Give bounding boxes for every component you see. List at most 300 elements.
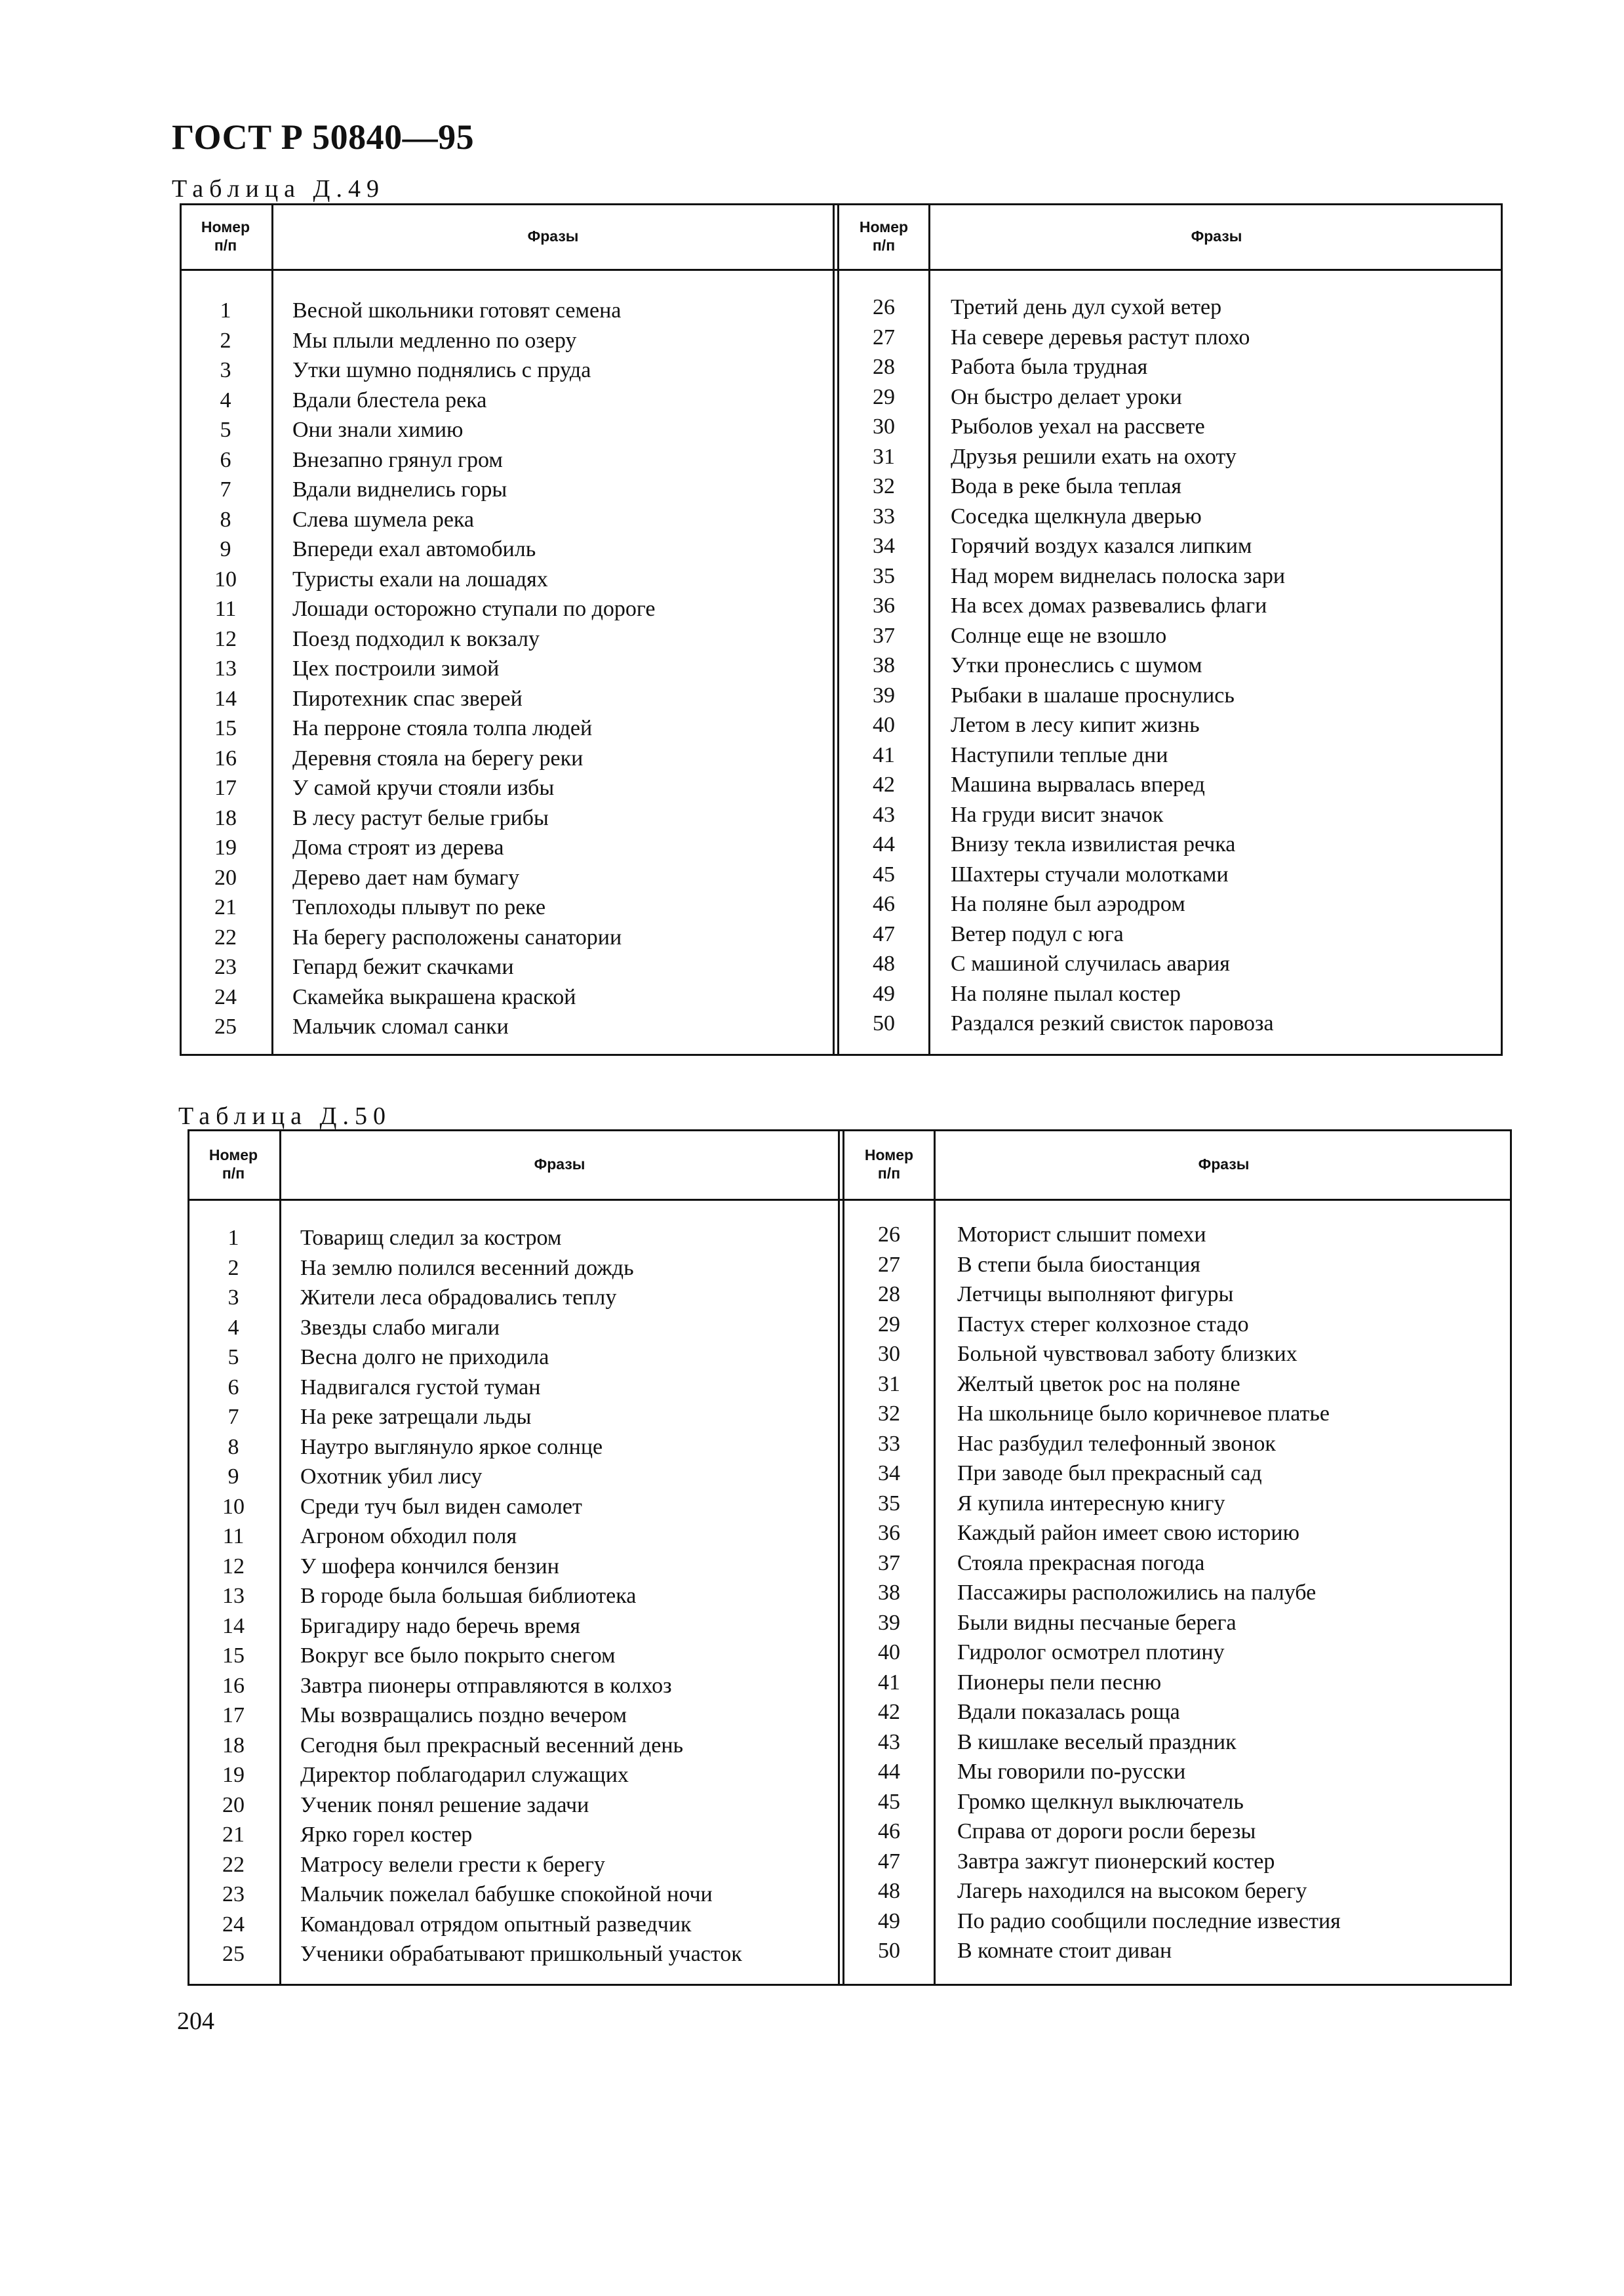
table-row	[839, 534, 1503, 563]
table-row	[839, 355, 1503, 384]
row-number: 28	[873, 355, 895, 379]
row-phrase: Скамейка выкрашена краской	[292, 985, 576, 1009]
row-phrase: Моторист слышит помехи	[957, 1222, 1206, 1247]
row-phrase: Лагерь находился на высоком берегу	[957, 1879, 1307, 1903]
row-phrase: На землю полился весенний дождь	[300, 1256, 634, 1280]
table-row	[839, 295, 1503, 325]
table-row	[844, 1849, 1512, 1879]
row-phrase: На реке затрещали льды	[300, 1405, 532, 1429]
row-number: 27	[873, 325, 895, 350]
row-phrase: Они знали химию	[292, 418, 464, 442]
row-number: 29	[878, 1312, 900, 1337]
row-number: 3	[228, 1285, 239, 1310]
table-row	[180, 716, 833, 746]
row-phrase: Работа была трудная	[951, 355, 1148, 379]
row-number: 13	[214, 656, 237, 681]
row-phrase: Дома строят из дерева	[292, 836, 504, 860]
row-phrase: Внизу текла извилистая речка	[951, 832, 1236, 856]
row-phrase: Летом в лесу кипит жизнь	[951, 713, 1200, 737]
table-row	[188, 1375, 838, 1405]
row-phrase: Внезапно грянул гром	[292, 448, 503, 472]
table-row	[839, 982, 1503, 1011]
row-phrase: Пассажиры расположились на палубе	[957, 1581, 1317, 1605]
row-phrase: Я купила интересную книгу	[957, 1491, 1225, 1516]
row-phrase: Вдали показалась роща	[957, 1700, 1180, 1724]
row-number: 38	[873, 653, 895, 677]
table-row	[844, 1939, 1512, 1968]
row-number: 39	[878, 1611, 900, 1635]
row-phrase: Больной чувствовал заботу близких	[957, 1342, 1297, 1366]
table-row	[839, 832, 1503, 862]
row-phrase: На берегу расположены санатории	[292, 925, 622, 950]
row-phrase: Ученики обрабатывают пришкольный участок	[300, 1942, 742, 1966]
row-number: 13	[222, 1584, 245, 1608]
row-phrase: На севере деревья растут плохо	[951, 325, 1250, 350]
table-row	[188, 1823, 838, 1852]
row-phrase: Цех построили зимой	[292, 656, 500, 681]
row-phrase: Мы плыли медленно по озеру	[292, 329, 577, 353]
table-row	[844, 1730, 1512, 1760]
row-phrase: Жители леса обрадовались теплу	[300, 1285, 617, 1310]
row-number: 36	[873, 594, 895, 618]
double-column-divider	[833, 203, 839, 1056]
header-separator	[180, 269, 1503, 271]
row-phrase: Над морем виднелась полоска зари	[951, 564, 1286, 588]
row-phrase: Летчицы выполняют фигуры	[957, 1282, 1234, 1306]
row-number: 4	[228, 1316, 239, 1340]
table-row	[188, 1345, 838, 1375]
row-number: 49	[878, 1909, 900, 1933]
column-header-phrases: Фразы	[534, 1156, 585, 1173]
row-phrase: Деревня стояла на берегу реки	[292, 746, 584, 771]
table-row	[844, 1551, 1512, 1581]
rows-left	[180, 298, 833, 1039]
column-header-phrases: Фразы	[527, 228, 579, 245]
row-phrase: Мальчик сломал санки	[292, 1015, 509, 1039]
table-row	[188, 1703, 838, 1733]
row-phrase: Раздался резкий свисток паровоза	[951, 1011, 1274, 1036]
table-row	[188, 1763, 838, 1792]
row-phrase: Вдали виднелись горы	[292, 477, 507, 502]
row-phrase: Рыболов уехал на рассвете	[951, 414, 1205, 439]
table-row	[839, 624, 1503, 653]
table-row	[180, 477, 833, 507]
row-number: 6	[220, 448, 231, 472]
row-number: 40	[878, 1640, 900, 1664]
row-number: 45	[878, 1790, 900, 1814]
row-number: 37	[878, 1551, 900, 1575]
row-phrase: Весна долго не приходила	[300, 1345, 549, 1369]
row-number: 37	[873, 624, 895, 648]
table-row	[188, 1853, 838, 1882]
row-phrase: Каждый район имеет свою историю	[957, 1521, 1299, 1545]
row-phrase: На груди висит значок	[951, 803, 1164, 827]
row-phrase: Ученик понял решение задачи	[300, 1793, 589, 1817]
row-phrase: В лесу растут белые грибы	[292, 806, 549, 830]
row-number: 42	[873, 773, 895, 797]
row-number: 21	[214, 895, 237, 919]
table-row	[844, 1312, 1512, 1342]
row-number: 8	[220, 508, 231, 532]
table-row	[180, 925, 833, 955]
row-phrase: Агроном обходил поля	[300, 1524, 517, 1548]
row-phrase: Желтый цветок рос на поляне	[957, 1372, 1240, 1396]
row-phrase: Охотник убил лису	[300, 1464, 483, 1489]
row-phrase: На поляне был аэродром	[951, 892, 1185, 916]
table-row	[839, 743, 1503, 773]
row-number: 32	[873, 474, 895, 498]
table-row	[188, 1882, 838, 1912]
table-row	[180, 836, 833, 865]
table-row	[180, 627, 833, 656]
table-row	[839, 385, 1503, 414]
header-separator	[188, 1199, 1512, 1201]
row-phrase: На поляне пылал костер	[951, 982, 1181, 1006]
row-phrase: На школьнице было коричневое платье	[957, 1401, 1330, 1426]
row-phrase: Соседка щелкнула дверью	[951, 504, 1202, 529]
table-row	[180, 687, 833, 716]
row-phrase: Ветер подул с юга	[951, 922, 1124, 946]
row-phrase: Мы возвращались поздно вечером	[300, 1703, 627, 1727]
row-number: 17	[222, 1703, 245, 1727]
table-row	[844, 1581, 1512, 1610]
row-number: 23	[214, 955, 237, 979]
row-number: 15	[222, 1643, 245, 1668]
row-phrase: У шофера кончился бензин	[300, 1554, 559, 1579]
row-phrase: Товарищ следил за костром	[300, 1226, 562, 1250]
row-number: 43	[873, 803, 895, 827]
table-row	[844, 1670, 1512, 1700]
table-row	[844, 1640, 1512, 1670]
table-row	[180, 388, 833, 418]
row-phrase: Пионеры пели песню	[957, 1670, 1162, 1695]
row-number: 40	[873, 713, 895, 737]
table-row	[180, 776, 833, 805]
row-number: 41	[873, 743, 895, 767]
row-number: 20	[214, 866, 237, 890]
row-phrase: В городе была большая библиотека	[300, 1584, 637, 1608]
table-row	[839, 713, 1503, 742]
row-number: 44	[878, 1760, 900, 1784]
row-phrase: Рыбаки в шалаше проснулись	[951, 683, 1235, 708]
table-row	[188, 1226, 838, 1255]
column-header-number: Номер п/п	[208, 1146, 258, 1182]
row-phrase: Были видны песчаные берега	[957, 1611, 1237, 1635]
row-number: 19	[222, 1763, 245, 1787]
table-row	[180, 985, 833, 1015]
row-number: 24	[222, 1912, 245, 1937]
row-number: 14	[222, 1614, 245, 1638]
table-row	[180, 329, 833, 358]
table-row	[188, 1464, 838, 1494]
row-number: 24	[214, 985, 237, 1009]
row-number: 14	[214, 687, 237, 711]
table-caption-d50: Таблица Д.50	[178, 1102, 391, 1130]
row-number: 22	[214, 925, 237, 950]
row-number: 16	[222, 1674, 245, 1698]
row-number: 30	[873, 414, 895, 439]
row-phrase: Надвигался густой туман	[300, 1375, 541, 1400]
table-row	[839, 325, 1503, 355]
row-number: 12	[222, 1554, 245, 1579]
table-row	[844, 1819, 1512, 1849]
table-row	[180, 746, 833, 776]
table-row	[188, 1614, 838, 1643]
table-row	[839, 892, 1503, 921]
table-row	[844, 1372, 1512, 1401]
row-phrase: Утки шумно поднялись с пруда	[292, 358, 591, 382]
table-row	[188, 1316, 838, 1345]
row-number: 10	[222, 1495, 245, 1519]
row-number: 11	[214, 597, 237, 621]
row-phrase: Весной школьники готовят семена	[292, 298, 622, 323]
row-phrase: Звезды слабо мигали	[300, 1316, 500, 1340]
table-row	[839, 922, 1503, 952]
table-row	[839, 474, 1503, 504]
row-phrase: Нас разбудил телефонный звонок	[957, 1432, 1276, 1456]
row-phrase: Справа от дороги росли березы	[957, 1819, 1256, 1843]
row-phrase: Директор поблагодарил служащих	[300, 1763, 629, 1787]
table-row	[180, 895, 833, 925]
table-row	[844, 1253, 1512, 1282]
row-phrase: Утки пронеслись с шумом	[951, 653, 1202, 677]
table-row	[844, 1282, 1512, 1312]
table-row	[839, 594, 1503, 623]
table-row	[844, 1461, 1512, 1491]
table-row	[844, 1401, 1512, 1431]
row-number: 18	[214, 806, 237, 830]
row-phrase: Стояла прекрасная погода	[957, 1551, 1205, 1575]
row-number: 16	[214, 746, 237, 771]
row-phrase: Мы говорили по-русски	[957, 1760, 1186, 1784]
row-phrase: Бригадиру надо беречь время	[300, 1614, 580, 1638]
row-phrase: Наступили теплые дни	[951, 743, 1168, 767]
rows-right	[839, 295, 1503, 1036]
table-row	[844, 1342, 1512, 1371]
column-header-number: Номер п/п	[859, 218, 909, 254]
row-number: 15	[214, 716, 237, 740]
table-row	[180, 508, 833, 537]
row-phrase: Шахтеры стучали молотками	[951, 862, 1229, 887]
row-number: 19	[214, 836, 237, 860]
row-number: 31	[878, 1372, 900, 1396]
table-row	[839, 683, 1503, 713]
row-phrase: Туристы ехали на лошадях	[292, 567, 548, 592]
row-phrase: Горячий воздух казался липким	[951, 534, 1252, 558]
row-phrase: Матросу велели грести к берегу	[300, 1853, 605, 1877]
column-header-number: Номер п/п	[201, 218, 250, 254]
row-phrase: Пиротехник спас зверей	[292, 687, 523, 711]
row-number: 26	[873, 295, 895, 319]
row-number: 50	[873, 1011, 895, 1036]
row-number: 47	[878, 1849, 900, 1874]
row-number: 1	[228, 1226, 239, 1250]
row-number: 26	[878, 1222, 900, 1247]
row-number: 36	[878, 1521, 900, 1545]
row-phrase: Завтра пионеры отправляются в колхоз	[300, 1674, 672, 1698]
page-number: 204	[177, 2007, 214, 2035]
row-number: 30	[878, 1342, 900, 1366]
row-number: 3	[220, 358, 231, 382]
row-phrase: Ярко горел костер	[300, 1823, 473, 1847]
table-row	[180, 418, 833, 447]
document-header: ГОСТ Р 50840—95	[172, 117, 475, 157]
row-number: 25	[214, 1015, 237, 1039]
row-number: 18	[222, 1733, 245, 1758]
row-number: 39	[873, 683, 895, 708]
row-number: 33	[878, 1432, 900, 1456]
row-phrase: Среди туч был виден самолет	[300, 1495, 582, 1519]
row-phrase: Вдали блестела река	[292, 388, 487, 413]
row-number: 35	[878, 1491, 900, 1516]
row-number: 49	[873, 982, 895, 1006]
row-phrase: По радио сообщили последние известия	[957, 1909, 1341, 1933]
rows-left	[188, 1226, 838, 1964]
table-row	[844, 1432, 1512, 1461]
row-phrase: Громко щелкнул выключатель	[957, 1790, 1244, 1814]
table-row	[188, 1584, 838, 1613]
table-row	[180, 597, 833, 626]
row-number: 5	[228, 1345, 239, 1369]
table-row	[188, 1733, 838, 1763]
row-phrase: Пастух стерег колхозное стадо	[957, 1312, 1249, 1337]
table-row	[180, 656, 833, 686]
row-number: 12	[214, 627, 237, 651]
row-phrase: Лошади осторожно ступали по дороге	[292, 597, 656, 621]
row-number: 38	[878, 1581, 900, 1605]
row-number: 25	[222, 1942, 245, 1966]
row-phrase: Слева шумела река	[292, 508, 475, 532]
row-phrase: Гидролог осмотрел плотину	[957, 1640, 1225, 1664]
table-row	[839, 952, 1503, 981]
row-phrase: Третий день дул сухой ветер	[951, 295, 1222, 319]
row-phrase: Наутро выглянуло яркое солнце	[300, 1435, 603, 1459]
table-row	[844, 1909, 1512, 1939]
row-number: 34	[878, 1461, 900, 1485]
table-row	[180, 567, 833, 597]
table-row	[839, 504, 1503, 534]
table-row	[844, 1700, 1512, 1729]
row-number: 43	[878, 1730, 900, 1754]
row-phrase: Мальчик пожелал бабушке спокойной ночи	[300, 1882, 713, 1906]
table-row	[188, 1285, 838, 1315]
table-row	[844, 1611, 1512, 1640]
table-row	[188, 1405, 838, 1434]
row-number: 33	[873, 504, 895, 529]
row-number: 6	[228, 1375, 239, 1400]
table-row	[844, 1790, 1512, 1819]
row-phrase: Машина вырвалась вперед	[951, 773, 1205, 797]
row-phrase: Вода в реке была теплая	[951, 474, 1182, 498]
table-row	[188, 1912, 838, 1942]
row-phrase: Гепард бежит скачками	[292, 955, 514, 979]
row-number: 7	[228, 1405, 239, 1429]
row-number: 9	[220, 537, 231, 561]
table-row	[188, 1643, 838, 1673]
column-header-phrases: Фразы	[1198, 1156, 1250, 1173]
table-row	[839, 445, 1503, 474]
table-row	[839, 1011, 1503, 1041]
table-row	[188, 1793, 838, 1823]
table-row	[844, 1879, 1512, 1908]
row-phrase: У самой кручи стояли избы	[292, 776, 555, 800]
table-row	[188, 1942, 838, 1971]
table-row	[180, 955, 833, 984]
row-number: 22	[222, 1853, 245, 1877]
table-row	[844, 1491, 1512, 1521]
row-number: 4	[220, 388, 231, 413]
row-number: 35	[873, 564, 895, 588]
table-row	[180, 866, 833, 895]
column-header-phrases: Фразы	[1191, 228, 1242, 245]
table-row	[839, 803, 1503, 832]
row-number: 9	[228, 1464, 239, 1489]
table-row	[180, 1015, 833, 1044]
table-row	[844, 1222, 1512, 1252]
row-phrase: Сегодня был прекрасный весенний день	[300, 1733, 684, 1758]
row-number: 46	[878, 1819, 900, 1843]
row-phrase: На всех домах развевались флаги	[951, 594, 1267, 618]
table-row	[844, 1760, 1512, 1789]
row-number: 41	[878, 1670, 900, 1695]
row-phrase: Он быстро делает уроки	[951, 385, 1182, 409]
table-d50	[188, 1129, 1512, 1986]
table-row	[188, 1495, 838, 1524]
row-phrase: В кишлаке веселый праздник	[957, 1730, 1237, 1754]
table-row	[839, 862, 1503, 892]
row-number: 27	[878, 1253, 900, 1277]
table-row	[839, 564, 1503, 594]
row-phrase: При заводе был прекрасный сад	[957, 1461, 1262, 1485]
row-number: 1	[220, 298, 231, 323]
table-row	[839, 773, 1503, 802]
table-row	[839, 653, 1503, 683]
row-phrase: На перроне стояла толпа людей	[292, 716, 593, 740]
row-phrase: Дерево дает нам бумагу	[292, 866, 520, 890]
row-number: 23	[222, 1882, 245, 1906]
row-phrase: Поезд подходил к вокзалу	[292, 627, 540, 651]
row-phrase: Впереди ехал автомобиль	[292, 537, 536, 561]
row-phrase: С машиной случилась авария	[951, 952, 1230, 976]
row-number: 10	[214, 567, 237, 592]
row-phrase: Теплоходы плывут по реке	[292, 895, 546, 919]
table-row	[188, 1256, 838, 1285]
row-number: 48	[878, 1879, 900, 1903]
table-row	[839, 414, 1503, 444]
table-row	[188, 1674, 838, 1703]
table-row	[180, 358, 833, 388]
row-number: 2	[228, 1256, 239, 1280]
row-number: 34	[873, 534, 895, 558]
row-number: 48	[873, 952, 895, 976]
table-row	[188, 1435, 838, 1464]
row-phrase: Завтра зажгут пионерский костер	[957, 1849, 1275, 1874]
rows-right	[844, 1222, 1512, 1963]
row-number: 46	[873, 892, 895, 916]
table-row	[180, 537, 833, 567]
row-phrase: Друзья решили ехать на охоту	[951, 445, 1237, 469]
row-number: 17	[214, 776, 237, 800]
table-caption-d49: Таблица Д.49	[172, 175, 385, 203]
row-number: 5	[220, 418, 231, 442]
row-number: 21	[222, 1823, 245, 1847]
row-phrase: В комнате стоит диван	[957, 1939, 1172, 1963]
column-header-number: Номер п/п	[864, 1146, 914, 1182]
table-row	[180, 298, 833, 328]
row-number: 2	[220, 329, 231, 353]
table-d49	[180, 203, 1503, 1056]
row-number: 44	[873, 832, 895, 856]
